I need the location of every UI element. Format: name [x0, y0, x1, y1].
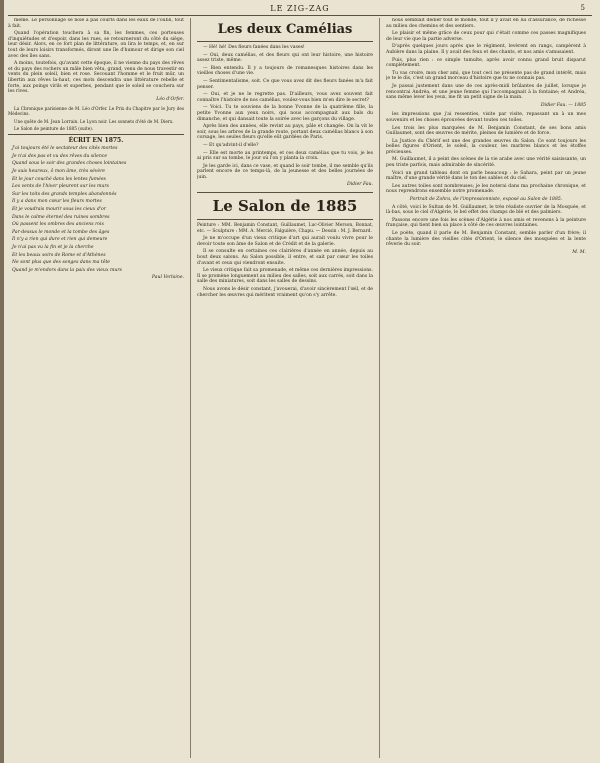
paragraph: Après bien des années, elle revint au pays, pâle et changée. On la vit le soir, sous les arbres de la grande route, portant deux camélias blancs à son corsage, les seules fleurs qu'elle eût gardées de Paris.: [197, 124, 373, 141]
signature: Didier Fau.: [347, 182, 373, 188]
paragraph: — Sentimentalisme, soit. Ce que vous avez dit des fleurs fanées m'a fait penser.: [197, 78, 373, 90]
paragraph: A côté, voici le Sultan de M. Guillaumet, le très réaliste ouvrier de la Mosquée, et là-bas, sous le ciel d'Algérie, le bel effet des champs de blé et des palmiers.: [386, 204, 586, 216]
paragraph: Voici un grand tableau dont on parle beaucoup : le Sahara, peint par un jeune maître, d'une grande vérité dans le ton des sables et du ciel.: [386, 170, 586, 182]
paragraph: — Oui, et je ne le regrette pas. D'ailleurs, vous avez souvent fait connaître l'histoire de nos camélias, voulez-vous bien m'en dire le secret?: [197, 92, 373, 103]
paragraph: Le vieux critique fait sa promenade, et même ces dernières impressions. Il se promène longuement au milieu des salles, soit aux carrés, soit dans la salle des miniatures, soit dans les salles de dessins.: [197, 268, 373, 285]
paragraph: Les autres toiles sont nombreuses; je les noterai dans ma prochaine chronique, et nous reprendrons ensemble notre promenade.: [386, 183, 586, 195]
poem-line: Dans le calme éternel des ruines sombres: [12, 214, 110, 220]
paragraph: Puis, plus rien : ce simple tumulte, après avoir connu grand bruit disparut complètement.: [386, 57, 586, 69]
page-header: [0, 4, 600, 13]
header-rule: [8, 15, 592, 16]
poem-line: Et je voudrais mourir sous les cieux d'or: [12, 207, 106, 213]
column-1: [8, 18, 184, 758]
column-divider-1: [190, 18, 191, 758]
poem-line: J'ai toujours été le sectateur des cités mortes: [12, 146, 118, 152]
column-divider-2: [379, 18, 380, 758]
paragraph: M. Guillaumet, il a peint des scènes de la vie arabe avec une vérité saisissante, un peu triste parfois, mais admirable de sincérité.: [386, 157, 586, 169]
date-line: Didier Fau. — 1885: [540, 102, 586, 108]
poem-line: Quand je m'endors dans la paix des vieux murs: [12, 267, 122, 273]
paragraph: — Oui, deux camélias, et des fleurs qui ont leur histoire, une histoire assez triste, même.: [197, 52, 373, 64]
paragraph: Le poète, quand il parle de M. Benjamin Constant, semble parler d'un frère; il chante la lumière des vieilles cités d'Orient, le silence des mosquées et la lente rêverie du soir.: [386, 231, 586, 248]
title-rule: [197, 41, 373, 42]
poem-line: Il n'y a rien qui dure et rien qui demeure: [12, 237, 108, 243]
poem-line: Où passent les ombres des anciens rois: [12, 222, 104, 228]
caption: Portrait de Zohra, de l'impressionniste, exposé au Salon de 1885.: [409, 197, 563, 203]
poem-line: Il y a dans mon cœur les fleurs mortes: [12, 199, 102, 205]
journal-title: LE ZIG-ZAG: [270, 4, 330, 13]
binding-shadow: [0, 0, 4, 763]
poem-line: Et le jour couché dans les lentes fumées: [12, 176, 106, 182]
paragraph: Quand l'opération touchera à sa fin, les femmes, ces porteuses d'inquiétudes et d'espoir, dans les rues, se retourneront du côté du siège, leur désir. Alors, en ce fort plan de littérature, on lira le temps, et, en sur tout de leurs loisirs transformés, diront une île d'humour et dirige son ciel avec des îles sans.: [8, 31, 184, 59]
note: Le Salon de peinture de 1885 (suite).: [14, 125, 94, 131]
column-3: [386, 18, 586, 758]
paragraph: Tu vas croire, mon cher ami, que tout ceci ne présente pas de grand intérêt, mais je te le dis, c'est un grand morceau d'histoire que tu ne connais pas.: [386, 70, 586, 82]
paragraph: Le plaisir et même grâce de ceux pour qui c'était comme ces passes magnifiques de leur vie que la partie adverse.: [386, 31, 586, 42]
paragraph: Je ne m'occupe d'un vieux critique d'art qui aurait voulu vivre pour le devoir toute son âme de Salon et de Crédit et de la galerie.: [197, 236, 373, 247]
poem-line: Sur les toits des grands temples abandonnés: [12, 191, 117, 197]
paragraph: — Et qu'advint-il d'elle?: [203, 142, 259, 148]
page-mark: 5: [580, 4, 586, 12]
paragraph: Nous avons le désir constant, j'avouerai, d'avoir sincèrement l'œil, et de chercher les œuvres qui méritent vraiment qu'on s'y arrête.: [197, 287, 373, 298]
paragraph: Je passai justement dans une de ces après-midi brûlantes de juillet, lorsque je rencontrai Andréa, et une jeune femme qui l'accompagnait à la fontaine; et Andréa, sans même lever les yeux, me fit un petit signe de la main.: [386, 83, 586, 101]
column-2: [197, 18, 373, 758]
paragraph: D'après quelques jours après que le régiment, levèrent en rangs, campèrent à Aubière dans la plaine. Il y avait des feux et des chants, et nos amis s'amusaient.: [386, 44, 586, 55]
jury-list: Peinture : MM. Benjamin Constant, Guillaumet, Luc-Olivier Merson, Bonnat, etc. — Sculpture : MM. A. Mercié, Falguière, Chapu. — Dessin : M. J. Bernard.: [197, 223, 373, 234]
paragraph: — Elle est morte au printemps, et ces deux camélias que tu vois, je les ai pris sur sa tombe, le jour où l'on y planta la croix.: [197, 150, 373, 162]
poem-line: Et les beaux soirs de Rome et d'Athènes: [12, 252, 106, 258]
paragraph: Passons encore une fois les scènes d'Algérie à nos amis et revenons à la peinture française, qui tient bien sa place à côté de ces œuvres lointaines.: [386, 217, 586, 229]
poem-line: Je suis heureux, ô mon âme, très sévère: [12, 169, 106, 175]
note: Une quête de M. Jean Lorrain. Le Lyon noir. Les sonnets d'été de M. Dierx.: [14, 118, 174, 124]
poem-line: Ne sont plus que des songes dans ma tête: [12, 260, 111, 266]
paragraph: — Hé! hé! Des fleurs fanées dans les vases!: [203, 45, 305, 50]
poem-line: Les vents de l'hiver pleurent sur les murs: [12, 184, 109, 190]
article-title: Les deux Camélias: [217, 22, 353, 37]
paragraph: Les trois les plus marquées de M. Benjamin Constant, de ses bons amis Guillaumet, sont des œuvres de mérite, pleines de lumière et de force.: [386, 125, 586, 137]
paragraph: les impressions que j'ai ressenties, visite par visite, repassant un à un mes souvenirs et les choses éprouvées devant toutes ces toiles.: [386, 112, 586, 123]
section-rule: [8, 134, 184, 135]
paragraph: A moins, toutefois, qu'avant cette époque, il ne vienne du pays des rêves et du pays des rochers un mâle bien vêtu, grand, venu de nous travestir en vents du plein soleil, bien et rose. Secouant l'homme et le fruit mûr, un libertin aux rêves la-haut, ces mots descendra une littérature rebelle et forte, aux poings virils et superbes, pendant que le soleil se couchera sur les rives.: [8, 61, 184, 95]
poem-line: Je n'ai pas vu la fin et je la cherche: [12, 245, 94, 250]
paragraph: même. Le personnage se noie à pas courts dans les eaux de l'oubli, tout à fait.: [8, 18, 184, 29]
poem-line: Par-dessus le monde et la tombe des âges: [12, 229, 110, 235]
paragraph: La Justice du Chérif est une des grandes œuvres du Salon. Ce sont toujours les belles figures d'Orient, le soleil, la couleur, les marbres blancs et les étoffes précieuses.: [386, 138, 586, 155]
paragraph: nous semblait dédier tout le monde, tout il y avait en lui d'assurance, de richesse au milieu des chemins et des sentiers.: [386, 18, 586, 29]
note: La Chronique parisienne de M. Léo d'Orfer. Le Prix du Chapitre par le Jury des Médecins.: [8, 106, 184, 117]
signature: M. M.: [572, 249, 586, 255]
section-rule: [197, 192, 373, 193]
poem-title: ÉCRIT EN 1875.: [68, 136, 124, 144]
signature: Paul Verlaine.: [151, 275, 184, 281]
poem-line: Je n'ai des pas et vu des rêves du silence: [12, 153, 108, 159]
paragraph: — Voici. Tu te souviens de la bonne Yvonne de la quatrième fille, la petite Yvonne aux yeux noirs, qui nous accompagnait aux bals du dimanche, et qui dansait toute la soirée avec les garçons du village.: [197, 105, 373, 122]
paragraph: Je les garde ici, dans ce vase, et quand le soir tombe, il me semble qu'ils parlent encore de ce temps-là, de la jeunesse et des belles journées de juin.: [197, 163, 373, 180]
signature: Léo d'Orfer.: [156, 96, 184, 102]
salon-title: Le Salon de 1885: [212, 197, 358, 216]
paragraph: Il se consulte en certaines ces clairières d'année en année, depuis au bout deux salons. Au Salon possible, il entre, et sait par cœur les toiles d'avant et ceux qui viendront ensuite.: [197, 249, 373, 266]
poem-line: Quand sous le soir des grandes choses lointaines: [12, 161, 127, 167]
paragraph: — Bien entendu. Il y a toujours de romanesques histoires dans les vieilles choses d'une vie.: [197, 65, 373, 77]
salon-rule: [197, 219, 373, 220]
